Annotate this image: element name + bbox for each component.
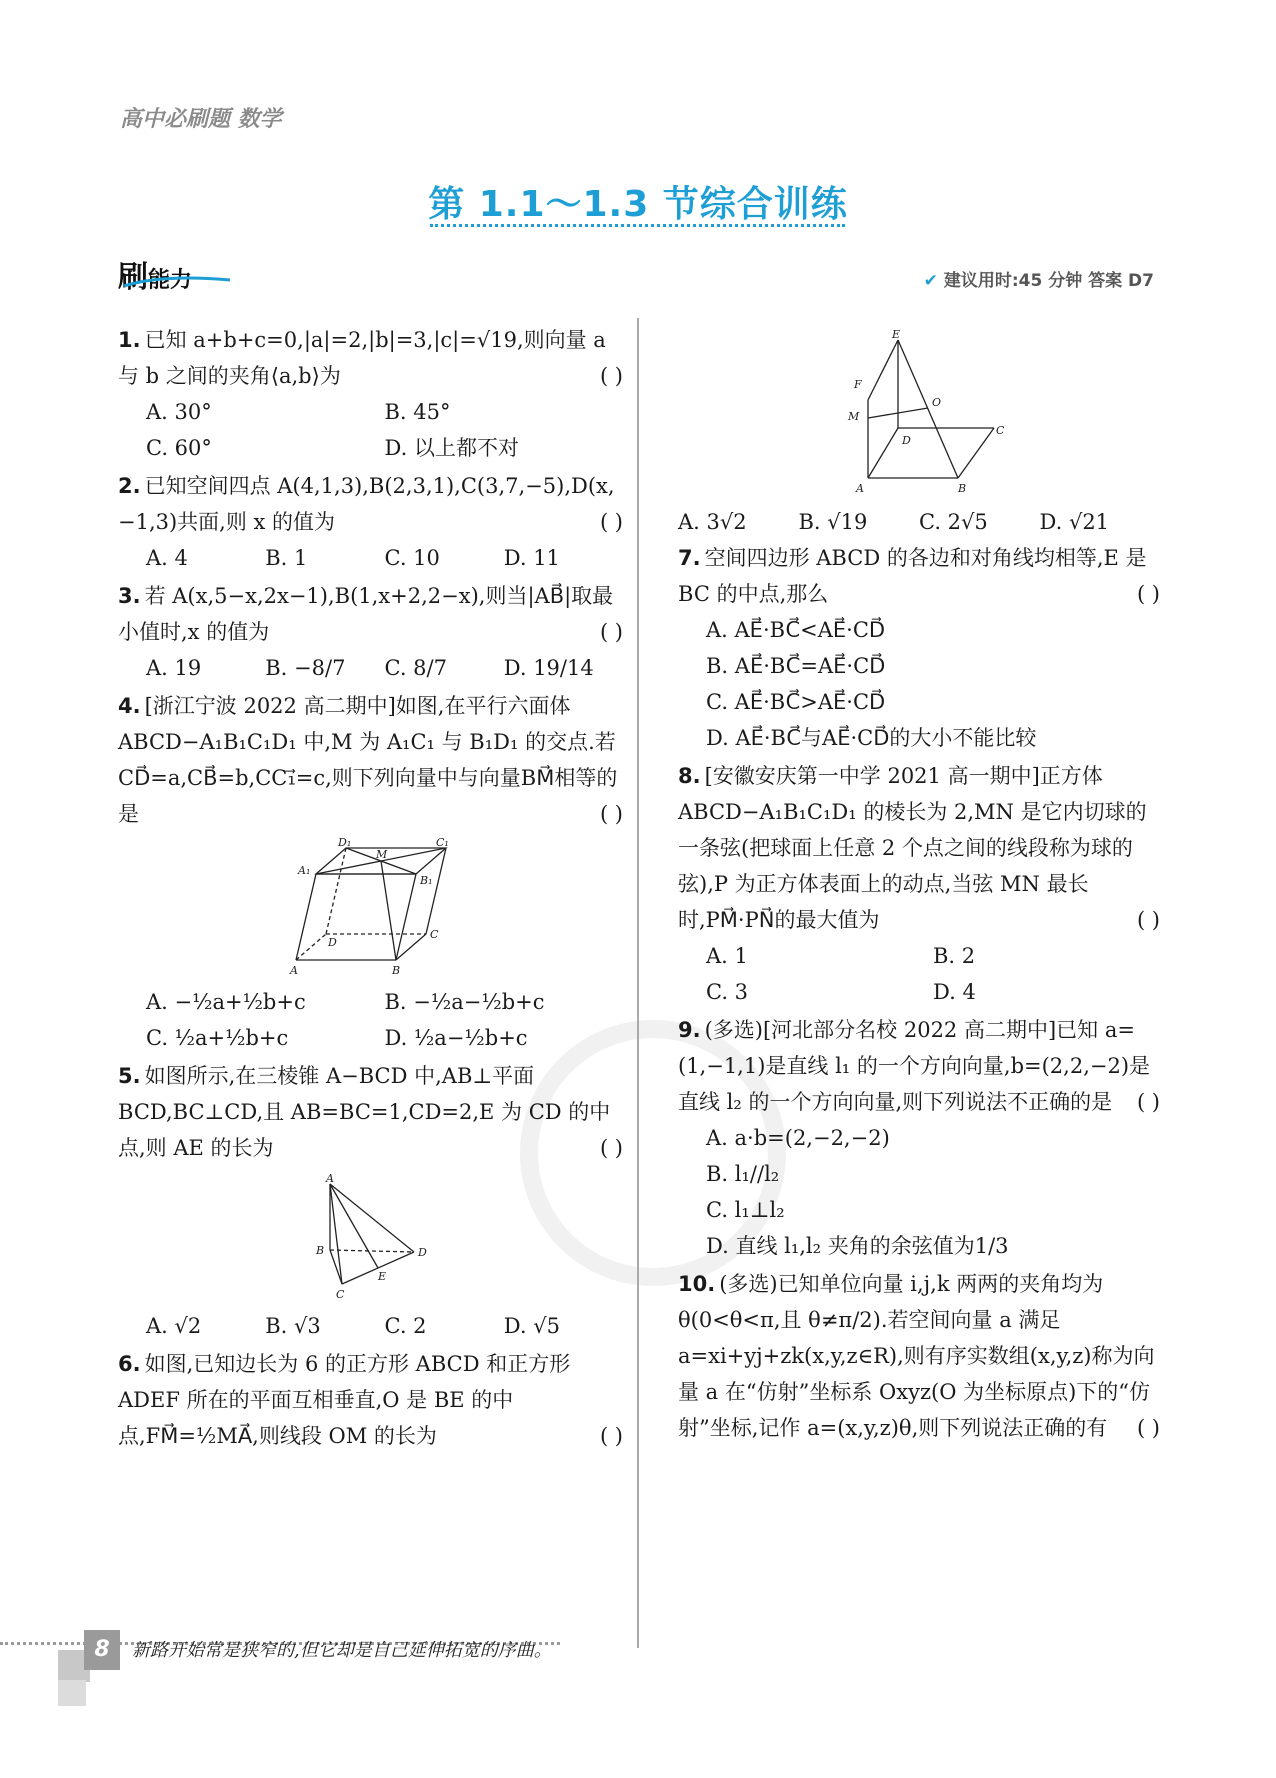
option-a: A. 4 [146,546,188,570]
checkmark-icon: ✔ [923,271,938,291]
answer-bracket: ( ) [599,510,623,534]
question-5 [118,1058,623,1344]
options [146,540,623,576]
option-d: D. 19/14 [503,656,594,680]
option-d: D. 11 [503,546,560,570]
fig-label: A [856,482,864,495]
options [706,938,1160,1010]
option-c: C. l₁⊥l₂ [706,1198,785,1222]
option-a: A. 30° [146,400,212,424]
option-a: A. 3√2 [678,510,747,534]
option-d: D. √5 [503,1314,560,1338]
question-9 [678,1012,1160,1264]
question-stem: 已知空间四点 A(4,1,3),B(2,3,1),C(3,7,−5),D(x,−1,3)共面,则 x 的值为 [118,474,615,534]
fig-label: M [848,410,860,423]
question-number: 7. [678,546,701,570]
section-swoosh-icon [122,272,232,290]
running-header: 高中必刷题 数学 [120,107,282,132]
question-stem: [安徽安庆第一中学 2021 高一期中]正方体 ABCD−A₁B₁C₁D₁ 的棱长为 2,MN 是它内切球的一条弦(把球面上任意 2 个点之间的线段称为球的弦),P 为正方体表面上的动点,当弦 MN 最长时,PM⃗·PN⃗的最大值为 [678,764,1147,932]
option-b: B. l₁//l₂ [706,1162,780,1186]
options [146,650,623,686]
fig-label: B₁ [419,874,432,887]
left-column [118,322,623,1456]
right-column [678,322,1160,1448]
options [706,612,1160,756]
option-b: B. 1 [265,546,308,570]
question-stem: 若 A(x,5−x,2x−1),B(1,x+2,2−x),则当|AB⃗|取最小值时,x 的值为 [118,584,614,644]
option-a: A. 1 [706,944,748,968]
fig-label: B [958,482,967,495]
question-10 [678,1266,1160,1446]
question-3 [118,578,623,686]
fig-label: C₁ [435,838,449,849]
fig-label: E [377,1270,386,1283]
question-number: 10. [678,1272,716,1296]
page-title: 第 1.1～1.3 节综合训练 [428,184,848,225]
fig-label: M [375,848,387,861]
options [146,394,623,466]
answer-bracket: ( ) [599,1424,623,1448]
option-a: A. AE⃗·BC⃗<AE⃗·CD⃗ [706,618,886,642]
question-1 [118,322,623,466]
question-4 [118,688,623,1056]
option-d: D. AE⃗·BC⃗与AE⃗·CD⃗的大小不能比较 [706,726,1037,750]
answer-bracket: ( ) [1136,908,1160,932]
option-c: C. 2√5 [919,510,988,534]
question-number: 6. [118,1352,141,1376]
options [146,1308,623,1344]
fig-label: D [417,1246,427,1259]
option-d: D. 直线 l₁,l₂ 夹角的余弦值为1/3 [706,1234,1009,1258]
option-b: B. √3 [265,1314,321,1338]
fig-label: C [996,424,1004,437]
option-a: A. a·b=(2,−2,−2) [706,1126,890,1150]
question-stem: (多选)已知单位向量 i,j,k 两两的夹角均为 θ(0<θ<π,且 θ≠π/2).若空间向量 a 满足 a=xi+yj+zk(x,y,z∈R),则有序实数组(x,y,z)称为向量 a 在“仿射”坐标系 Oxyz(O 为坐标原点)下的“仿射”坐标,记作 a=(x,y,z)θ,则下列说法正确的有 [678,1272,1155,1440]
question-number: 9. [678,1018,701,1042]
option-c: C. 10 [384,546,440,570]
question-stem: [浙江宁波 2022 高二期中]如图,在平行六面体 ABCD−A₁B₁C₁D₁ 中,M 为 A₁C₁ 与 B₁D₁ 的交点.若CD⃗=a,CB⃗=b,CC₁⃗=c,则下列向量中与向量BM⃗相等的是 [118,694,618,826]
option-c: C. 3 [706,980,749,1004]
question-number: 4. [118,694,141,718]
option-c: C. 8/7 [384,656,447,680]
answer-bracket: ( ) [599,620,623,644]
fig-label: B [391,964,400,977]
option-b: B. 45° [384,400,451,424]
suggested-time-text: 建议用时:45 分钟 答案 D7 [943,271,1154,291]
question-number: 2. [118,474,141,498]
option-b: B. 2 [933,944,976,968]
question-6 [118,1346,623,1454]
squares-figure [834,328,1004,498]
option-b: B. −8/7 [265,656,346,680]
option-a: A. 19 [146,656,202,680]
question-stem: 已知 a+b+c=0,|a|=2,|b|=3,|c|=√19,则向量 a 与 b 之间的夹角⟨a,b⟩为 [118,328,613,388]
fig-label: C [335,1288,344,1301]
option-a: A. −½a+½b+c [146,990,306,1014]
question-6-options [678,504,1160,540]
option-d: D. ½a−½b+c [384,1026,528,1050]
title-underline [430,224,845,227]
answer-bracket: ( ) [599,802,623,826]
question-2 [118,468,623,576]
option-d: D. 以上都不对 [384,436,519,460]
option-b: B. −½a−½b+c [384,990,545,1014]
option-d: D. 4 [933,980,976,1004]
options [706,1120,1160,1264]
question-stem: 如图,已知边长为 6 的正方形 ABCD 和正方形 ADEF 所在的平面互相垂直,O 是 BE 的中点,FM⃗=½MA⃗,则线段 OM 的长为 [118,1352,577,1448]
page-number: 8 [84,1630,120,1670]
fig-label: F [854,378,862,391]
question-number: 3. [118,584,141,608]
question-stem: 空间四边形 ABCD 的各边和对角线均相等,E 是 BC 的中点,那么 [678,546,1154,606]
question-7 [678,540,1160,756]
question-8 [678,758,1160,1010]
fig-label: C [429,928,438,941]
options [146,984,623,1056]
fig-label: D [902,434,911,447]
question-number: 1. [118,328,141,352]
answer-bracket: ( ) [1136,582,1160,606]
question-number: 5. [118,1064,141,1088]
answer-bracket: ( ) [599,364,623,388]
fig-label: B [315,1244,324,1257]
section-label-small: 能力 [148,268,193,293]
pyramid-figure [306,1172,436,1302]
option-b: B. AE⃗·BC⃗=AE⃗·CD⃗ [706,654,886,678]
section-label-big: 刷 [118,260,148,295]
option-c: C. 2 [384,1314,427,1338]
option-c: C. AE⃗·BC⃗>AE⃗·CD⃗ [706,690,886,714]
option-c: C. ½a+½b+c [146,1026,289,1050]
column-divider [637,318,639,1648]
answer-bracket: ( ) [1136,1416,1160,1440]
suggested-time [924,266,1154,291]
fig-label: A [289,964,298,977]
option-d: D. √21 [1039,510,1110,534]
option-b: B. √19 [798,510,868,534]
footer-motto: 新路开始常是狭窄的,但它却是自己延伸拓宽的序曲。 [132,1640,552,1661]
question-stem: (多选)[河北部分名校 2022 高二期中]已知 a=(1,−1,1)是直线 l₁ 的一个方向向量,b=(2,2,−2)是直线 l₂ 的一个方向向量,则下列说法不正确的是 [678,1018,1151,1114]
question-stem: 如图所示,在三棱锥 A−BCD 中,AB⊥平面 BCD,BC⊥CD,且 AB=BC=1,CD=2,E 为 CD 的中点,则 AE 的长为 [118,1064,611,1160]
fig-label: A [325,1172,334,1185]
fig-label: A₁ [297,864,310,877]
option-c: C. 60° [146,436,212,460]
fig-label: E [892,328,901,341]
fig-label: D [327,936,337,949]
answer-bracket: ( ) [1136,1090,1160,1114]
question-number: 8. [678,764,701,788]
fig-label: O [932,396,942,409]
footer-decor-block [58,1680,86,1706]
fig-label: D₁ [337,838,351,849]
answer-bracket: ( ) [599,1136,623,1160]
option-a: A. √2 [146,1314,202,1338]
parallelepiped-figure [286,838,456,978]
